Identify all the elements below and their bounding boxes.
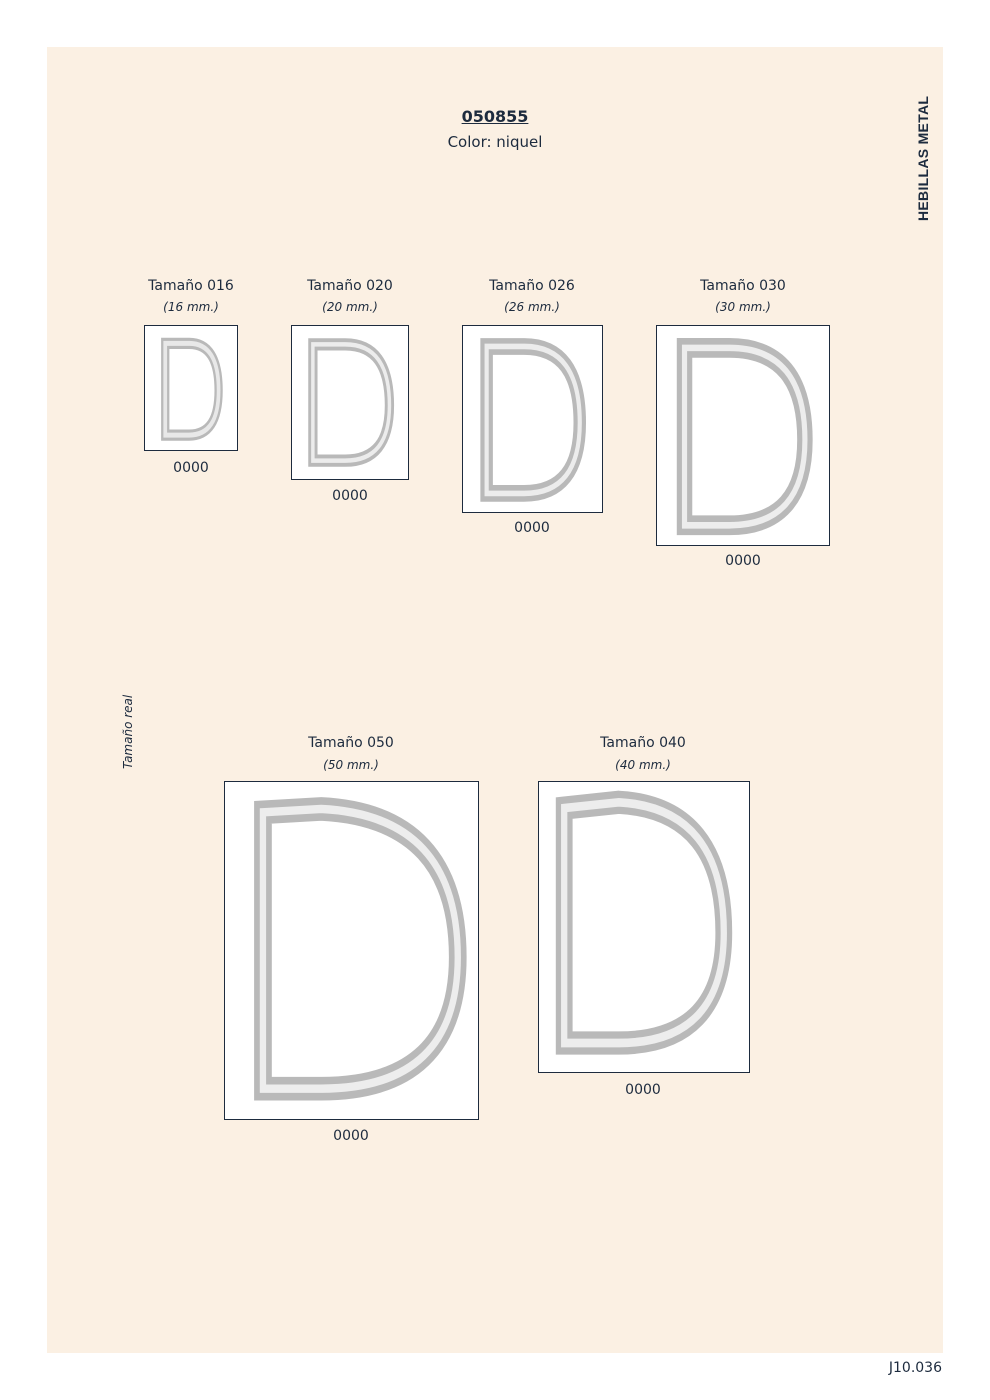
buckle-image-box	[462, 325, 603, 513]
catalog-sheet	[47, 47, 943, 1353]
d-ring-icon	[292, 326, 408, 479]
real-size-note: Tamaño real	[121, 694, 135, 769]
item-size: (30 mm.)	[715, 300, 771, 314]
item-title: Tamaño 030	[700, 278, 786, 294]
item-code: 0000	[332, 488, 368, 504]
item-title: Tamaño 016	[148, 278, 234, 294]
item-code: 0000	[514, 520, 550, 536]
product-code: 050855	[461, 107, 529, 126]
d-ring-icon	[657, 326, 829, 545]
buckle-image-box	[144, 325, 238, 451]
item-title: Tamaño 020	[307, 278, 393, 294]
item-code: 0000	[173, 460, 209, 476]
item-code: 0000	[333, 1128, 369, 1144]
item-code: 0000	[625, 1082, 661, 1098]
item-size: (20 mm.)	[322, 300, 378, 314]
item-size: (50 mm.)	[323, 758, 379, 772]
item-title: Tamaño 050	[308, 735, 394, 751]
item-code: 0000	[725, 553, 761, 569]
d-ring-icon	[145, 326, 237, 450]
d-ring-icon	[539, 782, 749, 1072]
buckle-image-box	[224, 781, 479, 1120]
page-reference: J10.036	[888, 1360, 942, 1376]
buckle-image-box	[656, 325, 830, 546]
item-size: (26 mm.)	[504, 300, 560, 314]
item-title: Tamaño 026	[489, 278, 575, 294]
item-size: (40 mm.)	[615, 758, 671, 772]
item-title: Tamaño 040	[600, 735, 686, 751]
section-title: HEBILLAS METAL	[915, 95, 931, 221]
item-size: (16 mm.)	[163, 300, 219, 314]
buckle-image-box	[538, 781, 750, 1073]
d-ring-icon	[463, 326, 602, 512]
color-label: Color: niquel	[447, 133, 543, 151]
d-ring-icon	[225, 782, 478, 1119]
buckle-image-box	[291, 325, 409, 480]
